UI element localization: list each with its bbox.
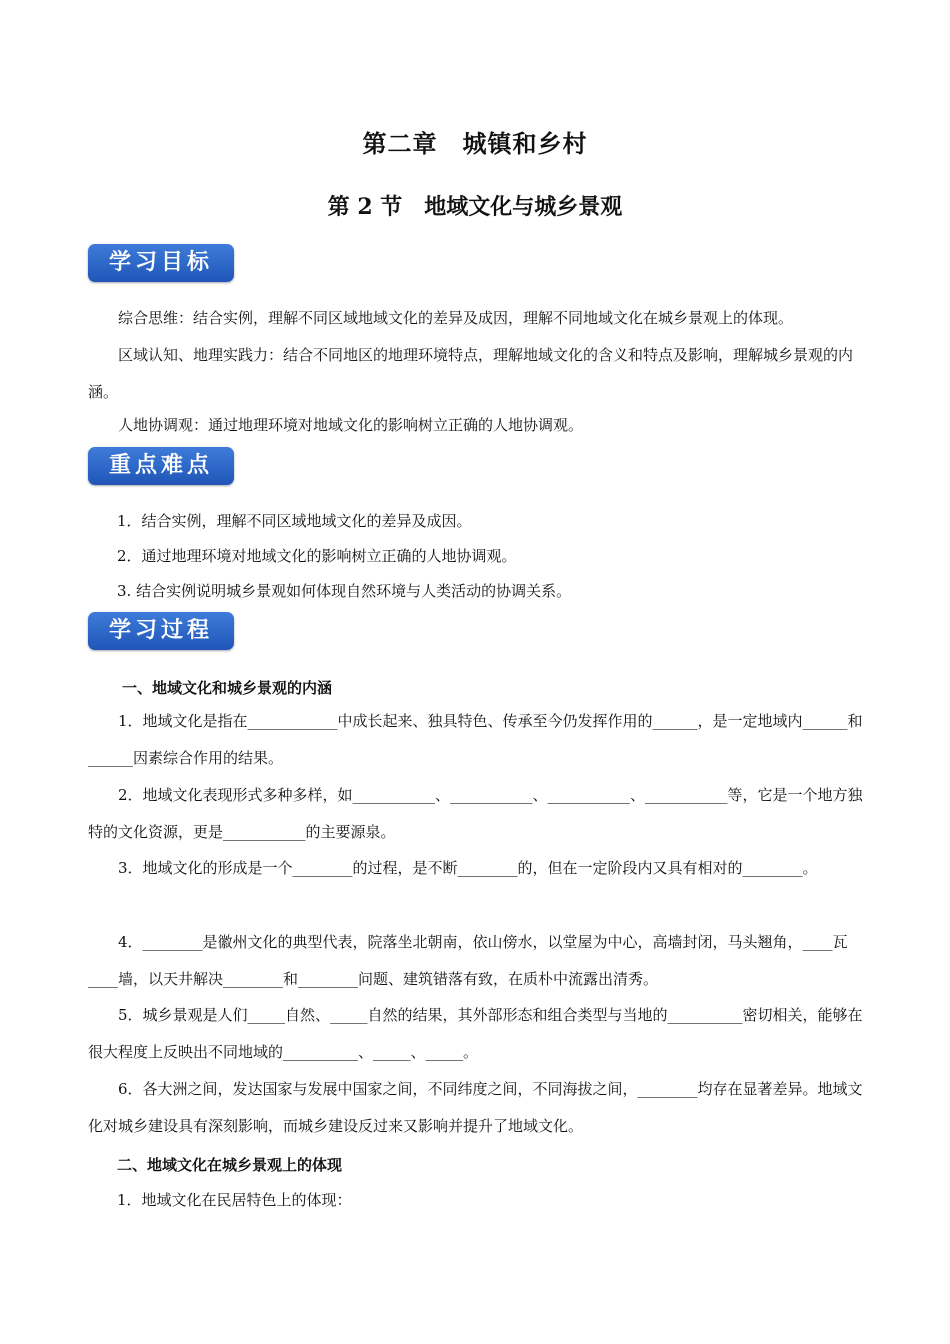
part1-heading: 一、地域文化和城乡景观的内涵 xyxy=(122,679,333,697)
chapter-title: 第二章 城镇和乡村 xyxy=(362,129,588,158)
objective-item: 区域认知、地理实践力：结合不同地区的地理环境特点，理解地域文化的含义和特点及影响，理解城乡景观的内涵。 xyxy=(88,346,854,401)
part1-item: 4．________是徽州文化的典型代表，院落坐北朝南，依山傍水，以堂屋为中心，高墙封闭，马头翘角，____瓦____墙，以天井解决________和________问题、建筑错落有致，在质朴中流露出清秀。 xyxy=(88,933,848,988)
objective-item: 综合思维：结合实例，理解不同区域地域文化的差异及成因，理解不同地域文化在城乡景观上的体现。 xyxy=(118,309,794,327)
key-points-badge: 重点难点 xyxy=(88,447,234,485)
learning-process-badge: 学习过程 xyxy=(88,612,234,650)
part1-item: 2．地域文化表现形式多种多样，如___________、___________、___________、___________等，它是一个地方独特的文化资源，更是___________的主要源泉。 xyxy=(88,786,863,841)
learning-objectives-badge: 学习目标 xyxy=(88,244,234,282)
key-point-item: 1．结合实例，理解不同区域地域文化的差异及成因。 xyxy=(117,512,472,530)
key-point-item: 2．通过地理环境对地域文化的影响树立正确的人地协调观。 xyxy=(117,547,517,565)
part1-item: 5．城乡景观是人们_____自然、_____自然的结果，其外部形态和组合类型与当地的__________密切相关，能够在很大程度上反映出不同地域的__________、_____、_____。 xyxy=(88,1006,863,1061)
key-point-item: 3. 结合实例说明城乡景观如何体现自然环境与人类活动的协调关系。 xyxy=(117,582,572,600)
part1-item: 1．地域文化是指在____________中成长起来、独具特色、传承至今仍发挥作用的______，是一定地域内______和______因素综合作用的结果。 xyxy=(88,712,863,767)
part1-item: 3．地域文化的形成是一个________的过程，是不断________的，但在一定阶段内又具有相对的________。 xyxy=(118,859,818,877)
part2-item: 1．地域文化在民居特色上的体现： xyxy=(117,1191,352,1209)
objective-item: 人地协调观：通过地理环境对地域文化的影响树立正确的人地协调观。 xyxy=(118,416,584,434)
section-title: 第 2 节 地域文化与城乡景观 xyxy=(327,194,623,220)
part2-heading: 二、地域文化在城乡景观上的体现 xyxy=(117,1156,343,1174)
part1-item: 6．各大洲之间，发达国家与发展中国家之间，不同纬度之间，不同海拔之间，________均存在显著差异。地域文化对城乡建设具有深刻影响，而城乡建设反过来又影响并提升了地域文化。 xyxy=(88,1080,863,1135)
